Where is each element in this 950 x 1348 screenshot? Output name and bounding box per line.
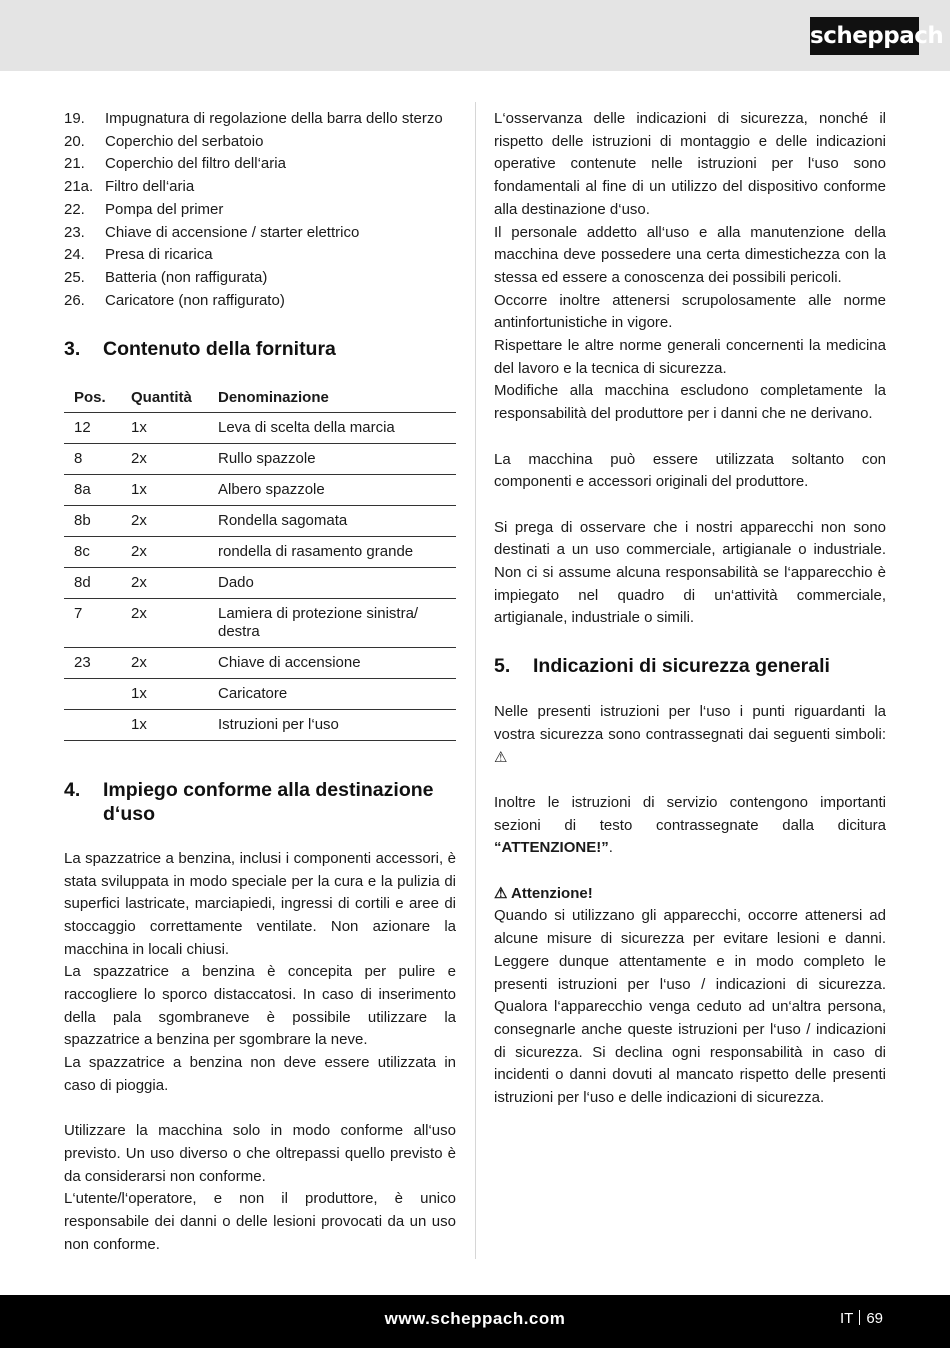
- list-item: 23. Chiave di accensione / starter elettrico: [64, 223, 360, 241]
- list-item: 19. Impugnatura di regolazione della barra dello sterzo: [64, 110, 443, 127]
- footer-bar: [0, 1295, 950, 1348]
- column-header-quantity: Quantità: [131, 382, 218, 412]
- table-row: 12 1x Leva di scelta della marcia: [64, 412, 456, 443]
- list-item: 25. Batteria (non raffigurata): [64, 268, 268, 286]
- parts-list: [64, 108, 456, 312]
- list-item: 26. Caricatore (non raffigurato): [64, 291, 285, 309]
- section-3-heading: 3. Contenuto della fornitura: [64, 338, 336, 361]
- section-4-heading: 4. Impiego conforme alla destinazione d‘uso: [64, 778, 434, 825]
- paragraph: Occorre inoltre attenersi scrupolosamente alle norme antinfortunistiche in vigore.: [494, 291, 886, 332]
- paragraph: La spazzatrice a benzina, inclusi i componenti accessori, è stata sviluppata in modo speciale per la cura e la pulizia di superfici lastricate, marciapiedi, ingressi di cortili e aree di stoccaggio correttamente ventilate. Non azionare la macchina in locali chiusi.: [64, 849, 456, 958]
- paragraph: La spazzatrice a benzina è concepita per pulire e raccogliere lo sporco distaccatosi. In caso di inserimento della pala sgombraneve è possibile utilizzare la spazzatrice a benzina per sgombrare la neve.: [64, 963, 456, 1049]
- table-row: 8d 2x Dado: [64, 567, 456, 598]
- list-item: 22. Pompa del primer: [64, 200, 224, 218]
- page-number: IT 69: [840, 1310, 884, 1327]
- list-item: 21a. Filtro dell‘aria: [64, 178, 195, 196]
- brand-logo: scheppach: [810, 17, 919, 55]
- paragraph: Utilizzare la macchina solo in modo conforme all‘uso previsto. Un uso diverso o che oltrepassi quello previsto è da considerarsi non conforme.: [64, 1122, 456, 1185]
- left-column: [64, 108, 456, 1256]
- header-bar: [0, 0, 950, 71]
- paragraph: La spazzatrice a benzina non deve essere utilizzata in caso di pioggia.: [64, 1054, 456, 1094]
- right-column: [494, 108, 886, 1110]
- table-row: 1x Istruzioni per l‘uso: [64, 709, 456, 740]
- paragraph: Modifiche alla macchina escludono completamente la responsabilità del produttore per i danni che ne derivano.: [494, 382, 886, 423]
- table-row: 7 2x Lamiera di protezione sinistra/ destra: [64, 598, 456, 647]
- paragraph: Il personale addetto all‘uso e alla manutenzione della macchina deve possedere una certa dimestichezza con la stessa ed essere a conoscenza dei possibili pericoli.: [494, 223, 886, 286]
- paragraph: Nelle presenti istruzioni per l‘uso i punti riguardanti la vostra sicurezza sono contrassegnati dai seguenti simboli: ⚠: [494, 703, 886, 766]
- paragraph: L‘utente/l‘operatore, e non il produttore, è unico responsabile dei danni o delle lesioni provocati da un uso non conforme.: [64, 1190, 456, 1253]
- paragraph: Rispettare le altre norme generali concernenti la medicina del lavoro e la tecnica di sicurezza.: [494, 337, 886, 377]
- column-header-pos: Pos.: [64, 382, 131, 412]
- table-row: 23 2x Chiave di accensione: [64, 647, 456, 678]
- paragraph: La macchina può essere utilizzata soltanto con componenti e accessori originali del produttore.: [494, 450, 886, 491]
- table-row: 1x Caricatore: [64, 678, 456, 709]
- paragraph: Inoltre le istruzioni di servizio contengono importanti sezioni di testo contrassegnate dalla dicitura “ATTENZIONE!”.: [494, 793, 886, 857]
- separator: [859, 1310, 860, 1325]
- section-5-heading: 5. Indicazioni di sicurezza generali: [494, 655, 830, 678]
- table-row: 8a 1x Albero spazzole: [64, 474, 456, 505]
- table-row: 8b 2x Rondella sagomata: [64, 505, 456, 536]
- list-item: 21. Coperchio del filtro dell‘aria: [64, 155, 286, 173]
- table-header-row: [64, 382, 456, 412]
- list-item: 24. Presa di ricarica: [64, 246, 213, 264]
- table-row: 8c 2x rondella di rasamento grande: [64, 536, 456, 567]
- list-item: 20. Coperchio del serbatoio: [64, 132, 264, 150]
- delivery-contents-table: [64, 382, 456, 741]
- paragraph: Quando si utilizzano gli apparecchi, occorre attenersi ad alcune misure di sicurezza per evitare lesioni e danni. Leggere dunque attentamente e in modo completo le presenti istruzioni per l‘uso / indicazioni di sicurezza. Qualora l‘apparecchio venga ceduto ad un‘altra persona, consegnarle anche queste istruzioni per l‘uso / indicazioni di sicurezza. Si declina ogni responsabilità in caso di incidenti o danni dovuti al mancato rispetto delle presenti istruzioni per l‘uso e delle indicazioni di sicurezza.: [494, 907, 886, 1107]
- table-row: 8 2x Rullo spazzole: [64, 443, 456, 474]
- column-divider: [475, 102, 476, 1259]
- website-url: www.scheppach.com: [384, 1309, 566, 1328]
- paragraph: Si prega di osservare che i nostri apparecchi non sono destinati a un uso commerciale, artigianale o industriale. Non ci si assume alcuna responsabilità se l‘apparecchio è impiegato nel quadro di un‘attività commerciale, artigianale, industriale o simili.: [494, 518, 886, 627]
- column-header-name: Denominazione: [218, 382, 456, 412]
- warning-label: ⚠ Attenzione!: [494, 884, 593, 902]
- paragraph: L‘osservanza delle indicazioni di sicurezza, nonché il rispetto delle istruzioni di montaggio e delle indicazioni operative contenute nelle istruzioni per l‘uso sono fondamentali al fine di un utilizzo del dispositivo conforme alla destinazione d‘uso.: [494, 110, 886, 218]
